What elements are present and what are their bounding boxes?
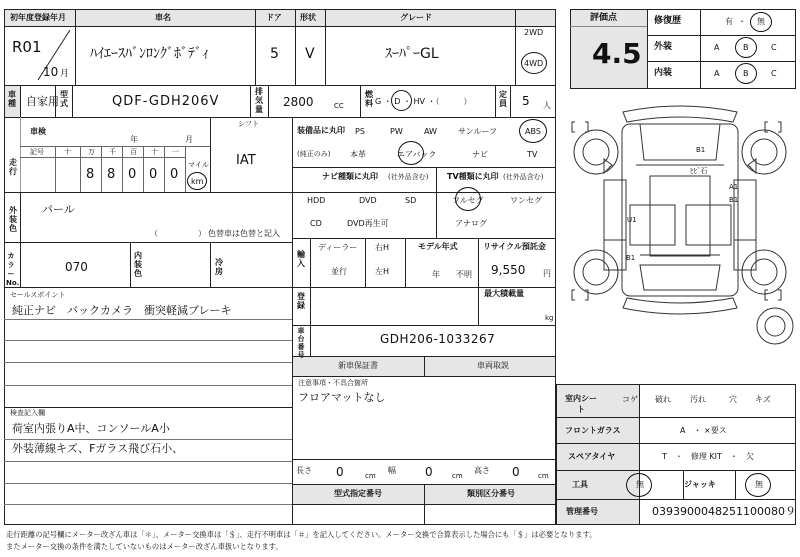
diag-label-1: ﾋﾋﾞ石 [690, 167, 708, 175]
equip-ps: PS [355, 127, 365, 136]
tv-label: TV種類に丸印 [447, 172, 499, 181]
inspect-month: 月 [185, 135, 193, 144]
seat-item-0: コゲ [622, 395, 638, 404]
diag-label-3: B1 [729, 196, 739, 204]
wid-value: 0 [425, 465, 433, 479]
shape-label: 形状 [300, 13, 316, 22]
digit-1: 8 [86, 167, 95, 182]
disp-unit: CC [334, 102, 344, 110]
chassis-value: GDH206-1033267 [380, 332, 496, 346]
ac-label: 冷房 [215, 258, 223, 276]
color-label: 外装色 [9, 206, 17, 233]
manual-label: 車両取説 [477, 361, 509, 370]
tv-analog: アナログ [455, 219, 487, 228]
disp-value: 2800 [283, 95, 314, 109]
color-code-value: 070 [65, 260, 88, 274]
grade-label: グレード [400, 13, 432, 22]
repair-label: 修復歴 [654, 16, 682, 26]
model-value: QDF-GDH206V [112, 94, 220, 109]
fuel-label: 燃料 [365, 90, 373, 108]
inspector-label: 検査記入欄 [10, 409, 45, 417]
first-reg-label: 初年度登録年月 [10, 13, 66, 22]
ext-grade-b: B [743, 43, 749, 52]
ht-label: 高さ [474, 466, 490, 475]
capacity-label: 定員 [499, 90, 507, 108]
notes-label: 注意事項・不具合箇所 [298, 379, 368, 387]
repair-sep: ・ [738, 17, 746, 26]
model-year-label: モデル年式 [418, 242, 458, 251]
repair-yes: 有 [725, 17, 733, 26]
capacity-value: 5 [522, 94, 530, 108]
import-dealer: ディーラー [318, 243, 358, 252]
ht-unit: cm [538, 472, 549, 480]
digit-label-2: 千 [109, 148, 116, 156]
equip-pw: PW [390, 127, 403, 136]
ext-grade-a: A [714, 43, 720, 52]
reg-label: 登録 [297, 292, 305, 310]
int-grade-b: B [743, 69, 749, 78]
seat-label: 室内シート [565, 394, 597, 414]
color-code-label: カラーNo. [6, 252, 20, 287]
color-note: 色替車は色替と記入 [208, 229, 280, 238]
notes-text: フロアマットなし [298, 391, 386, 404]
int-grade-c: C [771, 69, 777, 78]
drive-2wd: 2WD [524, 28, 544, 37]
digit-4: 0 [149, 167, 158, 182]
score-label: 評価点 [590, 13, 618, 23]
month-value: 10 [43, 65, 59, 79]
equip-tv: TV [527, 150, 538, 159]
shift-label: シフト [238, 120, 259, 128]
disp-label: 排気量 [255, 87, 263, 114]
footer-line1: 走行距離の記号欄にメーター改ざん車は「＊」、メーター交換車は「＄」、走行不明車は「＃」を記入してください。メーター交換で合算表示した場合にも「＄」は必要となります。 [6, 530, 597, 539]
car-name-label: 車名 [155, 13, 171, 22]
color-value: パール [42, 203, 75, 216]
sales-label: セールスポイント [10, 291, 66, 299]
era-value: R01 [12, 38, 42, 56]
fuel-value: G ・ D ・ HV ・（ ） [375, 97, 472, 106]
seat-item-4: キズ [755, 395, 771, 404]
glass-label: フロントガラス [565, 426, 621, 435]
digit-label-4: 十 [151, 148, 158, 156]
digit-label-0: 十 [64, 148, 71, 156]
mileage-label: 走行 [9, 158, 17, 176]
equip-sunroof: サンルーフ [458, 127, 497, 136]
shape-value: V [305, 46, 315, 62]
diag-label-0: B1 [696, 146, 706, 154]
import-parallel: 並行 [331, 267, 347, 276]
mgmt-value: 0393900048251100080９ [652, 505, 796, 518]
tv-sub: (社外品含む) [503, 173, 544, 181]
tv-fullseg: フルセグ [452, 196, 484, 205]
digit-3: 0 [128, 167, 137, 182]
equip-sub: (純正のみ) [297, 150, 331, 158]
inspect-year: 年 [130, 135, 138, 144]
inspect-label: 車検 [30, 127, 46, 136]
seat-item-2: 汚れ [690, 395, 706, 404]
digit-label-3: 百 [130, 148, 137, 156]
equip-label: 装備品に丸印 [297, 126, 345, 135]
navi-label: ナビ種類に丸印 [322, 172, 378, 181]
door-label: ドア [266, 13, 282, 22]
use-value: 自家用 [26, 95, 59, 108]
diag-label-5: B1 [626, 254, 636, 262]
diag-label-4: U1 [627, 216, 637, 224]
seat-item-3: 穴 [729, 395, 737, 404]
class-no-label: 類別区分番号 [467, 489, 515, 498]
len-unit: cm [365, 472, 376, 480]
navi-dvd: DVD [359, 196, 377, 205]
recycle-value: 9,550 [491, 263, 526, 277]
navi-sub: (社外品含む) [388, 173, 429, 181]
int-grade-a: A [714, 69, 720, 78]
wid-label: 幅 [388, 466, 396, 475]
int-color-label: 内装色 [134, 251, 142, 278]
import-rh: 右H [375, 243, 390, 252]
recycle-yen: 円 [543, 269, 551, 278]
mgmt-label: 管理番号 [566, 507, 598, 516]
tool-value: 無 [636, 480, 644, 489]
car-name-value: ﾊｲｴｰｽﾊﾞﾝﾛﾝｸﾞﾎﾞﾃﾞｨ [90, 46, 209, 62]
footer-line2: またメーター交換の条件を満たしていないものはメーター改ざん車扱いとなります。 [6, 542, 283, 551]
spare-value: T ・ 修理 KIT ・ 欠 [662, 452, 754, 461]
import-lh: 左H [375, 267, 390, 276]
tool-label: 工具 [572, 480, 588, 489]
score-value: 4.5 [592, 37, 642, 70]
len-label: 長さ [296, 466, 312, 475]
equip-leather: 本革 [350, 150, 366, 159]
spare-label: スペアタイヤ [568, 452, 616, 461]
glass-value: A ・ ×要ス [680, 426, 727, 435]
inspector-line1: 荷室内張りA中、コンソールA小 [12, 422, 170, 435]
chassis-label: 車台番号 [297, 327, 305, 359]
sales-text: 純正ナビ バックカメラ 衝突軽減ブレーキ [12, 304, 232, 317]
jack-value: 無 [755, 480, 763, 489]
tv-oneseg: ワンセグ [510, 196, 542, 205]
ext-grade-c: C [771, 43, 777, 52]
model-year-unit: 年 [432, 270, 440, 279]
mile-label: マイル [188, 161, 209, 169]
recycle-label: リサイクル預託金 [483, 242, 546, 251]
shift-value: IAT [236, 153, 256, 168]
inspector-line2: 外装薄線キズ、Fガラス飛び石小、 [12, 442, 184, 455]
navi-cd: CD [310, 219, 322, 228]
month-unit: 月 [60, 69, 70, 79]
model-label: 型式 [60, 90, 68, 108]
km-label: km [191, 177, 204, 186]
len-value: 0 [336, 465, 344, 479]
digit-2: 8 [107, 167, 116, 182]
type-no-label: 型式指定番号 [334, 489, 382, 498]
warranty-label: 新車保証書 [338, 361, 378, 370]
jack-label: ジャッキ [684, 480, 716, 489]
digit-label-1: 万 [88, 148, 95, 156]
record-label: 記号 [30, 148, 44, 156]
model-year-unknown: 不明 [456, 270, 472, 279]
equip-abs: ABS [525, 127, 541, 136]
digit-label-5: 一 [172, 148, 179, 156]
navi-hdd: HDD [307, 196, 326, 205]
int-label: 内装 [654, 68, 673, 78]
ht-value: 0 [512, 465, 520, 479]
capacity-unit: 人 [543, 101, 551, 110]
navi-sd: SD [405, 196, 417, 205]
jack-circle [745, 473, 771, 497]
wid-unit: cm [452, 472, 463, 480]
grade-value: ｽｰﾊﾟｰGL [385, 46, 439, 62]
import-label: 輸入 [297, 250, 305, 268]
max-load-unit: kg [545, 314, 554, 322]
max-load-label: 最大積載量 [484, 289, 524, 298]
navi-dvdplay: DVD再生可 [347, 219, 389, 228]
digit-5: 0 [170, 167, 179, 182]
diag-label-2: A1 [729, 183, 739, 191]
color-paren: （ ） [150, 229, 206, 238]
equip-navi: ナビ [472, 150, 488, 159]
seat-item-1: 破れ [655, 395, 671, 404]
doors-value: 5 [270, 46, 279, 62]
use-label: 車種 [8, 90, 16, 108]
equip-airbag: エアバック [397, 150, 437, 159]
equip-aw: AW [424, 127, 437, 136]
ext-label: 外装 [654, 42, 673, 52]
tool-circle [626, 473, 652, 497]
repair-no: 無 [757, 17, 765, 26]
drive-4wd: 4WD [524, 59, 544, 68]
